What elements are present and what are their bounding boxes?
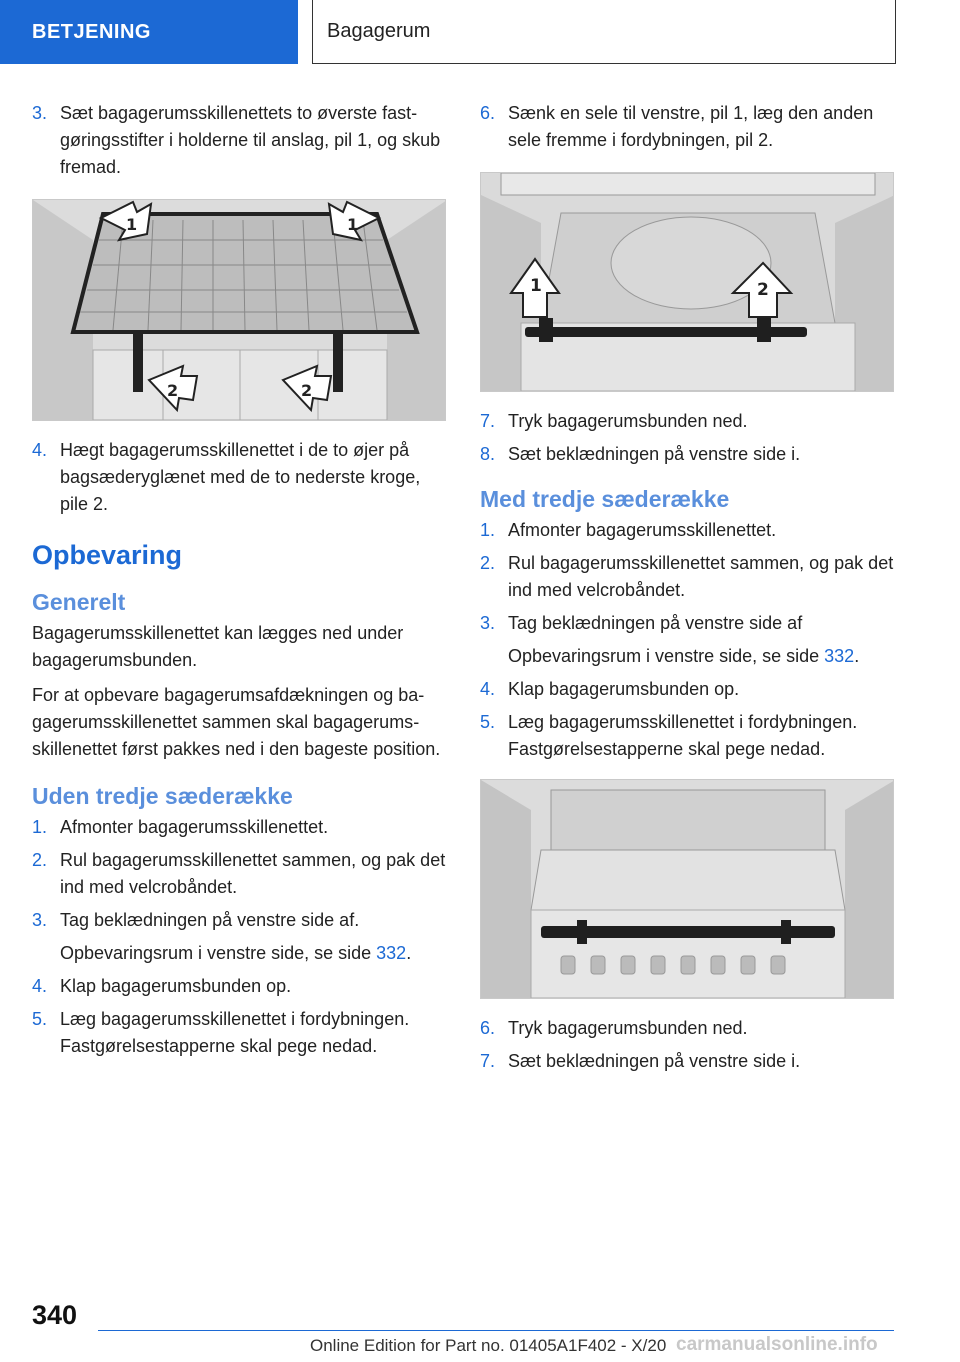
arrow-label: 1 xyxy=(126,215,138,234)
step-number: 5. xyxy=(480,712,496,732)
step-text: Klap bagagerumsbunden op. xyxy=(60,976,292,996)
step-text: Læg bagagerumsskillenettet i fordybningen. Fastgørelsestapperne skal pege nedad. xyxy=(60,1009,410,1056)
list-item xyxy=(480,709,894,763)
arrow-label: 2 xyxy=(757,280,769,300)
reference-text: Opbevaringsrum i venstre side, se side xyxy=(60,943,377,963)
arrow-label: 1 xyxy=(347,215,359,234)
page-number: 340 xyxy=(32,1300,78,1330)
list-item xyxy=(32,100,446,181)
list-item xyxy=(480,1015,894,1042)
step-number: 3. xyxy=(32,103,48,123)
step-number: 2. xyxy=(32,850,48,870)
figure-straps-recess xyxy=(480,172,894,392)
step-text: Tag beklædningen på venstre side af xyxy=(508,613,803,633)
step-text: Sæt beklædningen på venstre side i. xyxy=(508,1051,801,1071)
step-number: 4. xyxy=(32,976,48,996)
list-item xyxy=(32,437,446,518)
reference-end: . xyxy=(406,943,412,963)
list-item xyxy=(480,1048,894,1075)
arrow-label: 2 xyxy=(301,381,313,400)
subheading-med-tredje: Med tredje sæderække xyxy=(480,486,730,512)
step-text: Hægt bagagerumsskillenettet i de to øjer på bagsæderyglænet med de to nederste kroge, pile 2. xyxy=(60,440,421,514)
step-text: Sænk en sele til venstre, pil 1, læg den anden sele fremme i fordybningen, pil 2. xyxy=(508,103,874,150)
list-item xyxy=(480,408,894,435)
step-text: Sæt beklædningen på venstre side i. xyxy=(508,444,801,464)
step-number: 3. xyxy=(480,613,496,633)
step-text: Afmonter bagagerumsskillenettet. xyxy=(60,817,329,837)
page-title-text: Bagagerum xyxy=(327,20,431,42)
step-number: 7. xyxy=(480,411,496,431)
step-text: Tag beklædningen på venstre side af. xyxy=(60,910,360,930)
list-item xyxy=(32,847,446,901)
step-number: 1. xyxy=(480,520,496,540)
step-text: Tryk bagagerumsbunden ned. xyxy=(508,411,748,431)
list-item xyxy=(480,610,894,637)
left-column xyxy=(32,100,446,1066)
reference-end: . xyxy=(854,646,860,666)
step-number: 2. xyxy=(480,553,496,573)
list-item xyxy=(480,550,894,604)
list-item xyxy=(480,100,894,154)
list-item xyxy=(32,1006,446,1060)
step-number: 6. xyxy=(480,103,496,123)
section-heading: Opbevaring xyxy=(32,540,183,570)
list-item xyxy=(480,441,894,468)
list-item xyxy=(32,973,446,1000)
subheading-generelt: Generelt xyxy=(32,589,126,615)
arrow-label: 2 xyxy=(167,381,179,400)
step-text: Rul bagagerumsskillenettet sammen, og pak det ind med velcrobåndet. xyxy=(508,553,894,600)
subheading-uden-tredje: Uden tredje sæderække xyxy=(32,783,293,809)
footer-watermark: carmanualsonline.info xyxy=(676,1334,878,1355)
list-item xyxy=(32,907,446,934)
list-item xyxy=(32,814,446,841)
page-link[interactable]: 332 xyxy=(376,943,407,963)
figure-partition-net-install xyxy=(32,199,446,421)
paragraph: Bagagerumsskillenettet kan lægges ned under bagagerumsbunden. xyxy=(32,623,404,670)
step-text: Rul bagagerumsskillenettet sammen, og pak det ind med velcrobåndet. xyxy=(60,850,446,897)
cross-reference xyxy=(60,940,446,967)
figure-illustration xyxy=(33,200,446,420)
paragraph: For at opbevare bagagerumsafdækningen og bagagerumsskillenettet sammen skal bagagerumsskillenettet først pakkes ned i den bageste position. xyxy=(32,685,441,759)
step-number: 4. xyxy=(32,440,48,460)
step-number: 3. xyxy=(32,910,48,930)
figure-illustration xyxy=(481,173,894,391)
page-link[interactable]: 332 xyxy=(824,646,855,666)
step-text: Tryk bagagerumsbunden ned. xyxy=(508,1018,748,1038)
arrow-label: 1 xyxy=(530,276,542,296)
figure-third-row-recess xyxy=(480,779,894,999)
step-number: 1. xyxy=(32,817,48,837)
step-number: 4. xyxy=(480,679,496,699)
figure-illustration xyxy=(481,780,894,998)
right-column xyxy=(480,100,894,1081)
page-title xyxy=(312,0,896,64)
step-text: Klap bagagerumsbunden op. xyxy=(508,679,740,699)
step-text: Læg bagagerumsskillenettet i fordybningen. Fastgørelsestapperne skal pege nedad. xyxy=(508,712,858,759)
step-text: Sæt bagagerumsskillenettets to øverste fastgøringsstifter i holderne til anslag, pil 1, og skub fremad. xyxy=(60,103,441,177)
step-number: 8. xyxy=(480,444,496,464)
step-number: 7. xyxy=(480,1051,496,1071)
list-item xyxy=(480,676,894,703)
footer-edition: Online Edition for Part no. 01405A1F402 - X/20 xyxy=(310,1336,667,1355)
footer-divider xyxy=(98,1330,894,1331)
cross-reference xyxy=(508,643,894,670)
list-item xyxy=(480,517,894,544)
reference-text: Opbevaringsrum i venstre side, se side xyxy=(508,646,825,666)
step-number: 5. xyxy=(32,1009,48,1029)
step-number: 6. xyxy=(480,1018,496,1038)
step-text: Afmonter bagagerumsskillenettet. xyxy=(508,520,777,540)
section-tab: BETJENING xyxy=(0,0,298,64)
